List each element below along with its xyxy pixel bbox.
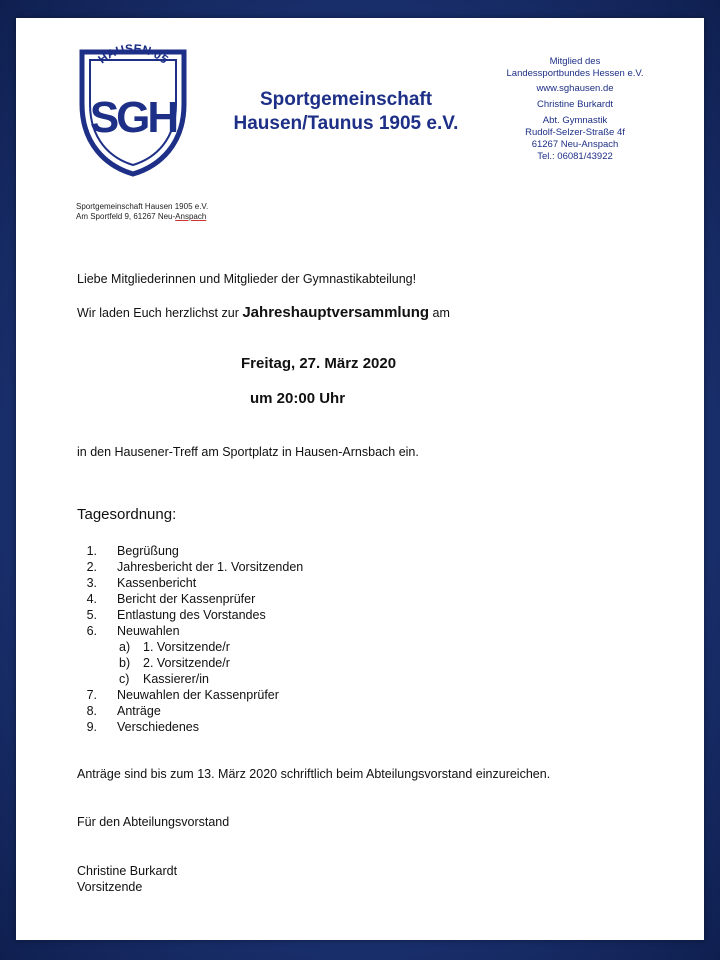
invitation-event: Jahreshauptversammlung bbox=[242, 304, 430, 321]
info-line-5: Abt. Gymnastik bbox=[542, 115, 608, 126]
agenda-number: 7. bbox=[86, 688, 97, 702]
sender-address bbox=[76, 202, 208, 222]
letter-page bbox=[16, 18, 704, 940]
invitation-line bbox=[77, 304, 450, 321]
agenda-item bbox=[77, 575, 303, 591]
agenda-number: 9. bbox=[86, 720, 97, 734]
agenda-subtext: Kassierer/in bbox=[143, 672, 209, 686]
deadline-notice: Anträge sind bis zum 13. März 2020 schriftlich beim Abteilungsvorstand einzureichen. bbox=[77, 767, 551, 781]
agenda-number: 6. bbox=[86, 624, 97, 638]
info-line-1: Mitglied des bbox=[549, 56, 601, 67]
contact-block bbox=[470, 56, 680, 163]
meeting-time: um 20:00 Uhr bbox=[250, 390, 346, 407]
logo-letters: SGH bbox=[89, 93, 177, 142]
info-line-3: www.sghausen.de bbox=[536, 83, 614, 94]
agenda-text: Neuwahlen der Kassenprüfer bbox=[117, 688, 279, 702]
agenda-number: 3. bbox=[86, 576, 97, 590]
agenda-item bbox=[77, 703, 303, 719]
sender-line-2-underlined: Anspach bbox=[175, 212, 207, 221]
agenda-subtext: 2. Vorsitzende/r bbox=[143, 656, 230, 670]
salutation: Liebe Mitgliederinnen und Mitglieder der Gymnastikabteilung! bbox=[77, 272, 417, 286]
agenda-number: 4. bbox=[86, 592, 97, 606]
club-logo bbox=[74, 44, 192, 178]
agenda-number: 2. bbox=[86, 560, 97, 574]
sender-line-2 bbox=[76, 212, 208, 222]
agenda-subitem bbox=[77, 655, 303, 671]
agenda-text: Kassenbericht bbox=[117, 576, 197, 590]
sender-line-1: Sportgemeinschaft Hausen 1905 e.V. bbox=[76, 202, 209, 211]
invitation-pre: Wir laden Euch herzlichst zur bbox=[77, 306, 243, 320]
agenda-subtext: 1. Vorsitzende/r bbox=[143, 640, 230, 654]
agenda-number: 8. bbox=[86, 704, 97, 718]
agenda-text: Neuwahlen bbox=[117, 624, 180, 638]
agenda-item bbox=[77, 607, 303, 623]
sender-line-2-text: Am Sportfeld 9, 61267 Neu- bbox=[76, 212, 176, 221]
title-line-2: Hausen/Taunus 1905 e.V. bbox=[233, 113, 459, 134]
agenda-subitem bbox=[77, 671, 303, 687]
on-behalf-line: Für den Abteilungsvorstand bbox=[77, 815, 230, 829]
agenda-text: Bericht der Kassenprüfer bbox=[117, 592, 256, 606]
meeting-place: in den Hausener-Treff am Sportplatz in Hausen-Arnsbach ein. bbox=[77, 445, 419, 459]
info-line-4: Christine Burkardt bbox=[536, 99, 614, 110]
info-line-2: Landessportbundes Hessen e.V. bbox=[506, 68, 644, 79]
info-line-8: Tel.: 06081/43922 bbox=[537, 151, 613, 162]
agenda-item bbox=[77, 687, 303, 703]
info-line-7: 61267 Neu-Anspach bbox=[531, 139, 619, 150]
signature-name: Christine Burkardt bbox=[77, 864, 178, 878]
agenda-item bbox=[77, 719, 303, 735]
agenda-number: 1. bbox=[86, 544, 97, 558]
agenda-list bbox=[77, 543, 303, 735]
agenda-item bbox=[77, 559, 303, 575]
agenda-item bbox=[77, 543, 303, 559]
agenda-text: Jahresbericht der 1. Vorsitzenden bbox=[117, 560, 304, 574]
logo-ring-text: HAUSEN 05 bbox=[95, 44, 171, 67]
agenda-subnumber: b) bbox=[119, 656, 131, 670]
meeting-date: Freitag, 27. März 2020 bbox=[241, 355, 397, 372]
agenda-text: Anträge bbox=[117, 704, 161, 718]
agenda-text: Entlastung des Vorstandes bbox=[117, 608, 266, 622]
agenda-text: Verschiedenes bbox=[117, 720, 200, 734]
club-title bbox=[216, 88, 476, 136]
agenda-item bbox=[77, 591, 303, 607]
agenda-subnumber: a) bbox=[119, 640, 131, 654]
agenda-item bbox=[77, 623, 303, 639]
agenda-heading: Tagesordnung: bbox=[77, 506, 177, 523]
info-line-6: Rudolf-Selzer-Straße 4f bbox=[525, 127, 625, 138]
agenda-text: Begrüßung bbox=[117, 544, 179, 558]
agenda-subitem bbox=[77, 639, 303, 655]
agenda-number: 5. bbox=[86, 608, 97, 622]
invitation-post: am bbox=[429, 306, 450, 320]
signature-role: Vorsitzende bbox=[77, 880, 143, 894]
agenda-subnumber: c) bbox=[119, 672, 130, 686]
title-line-1: Sportgemeinschaft bbox=[259, 89, 433, 110]
